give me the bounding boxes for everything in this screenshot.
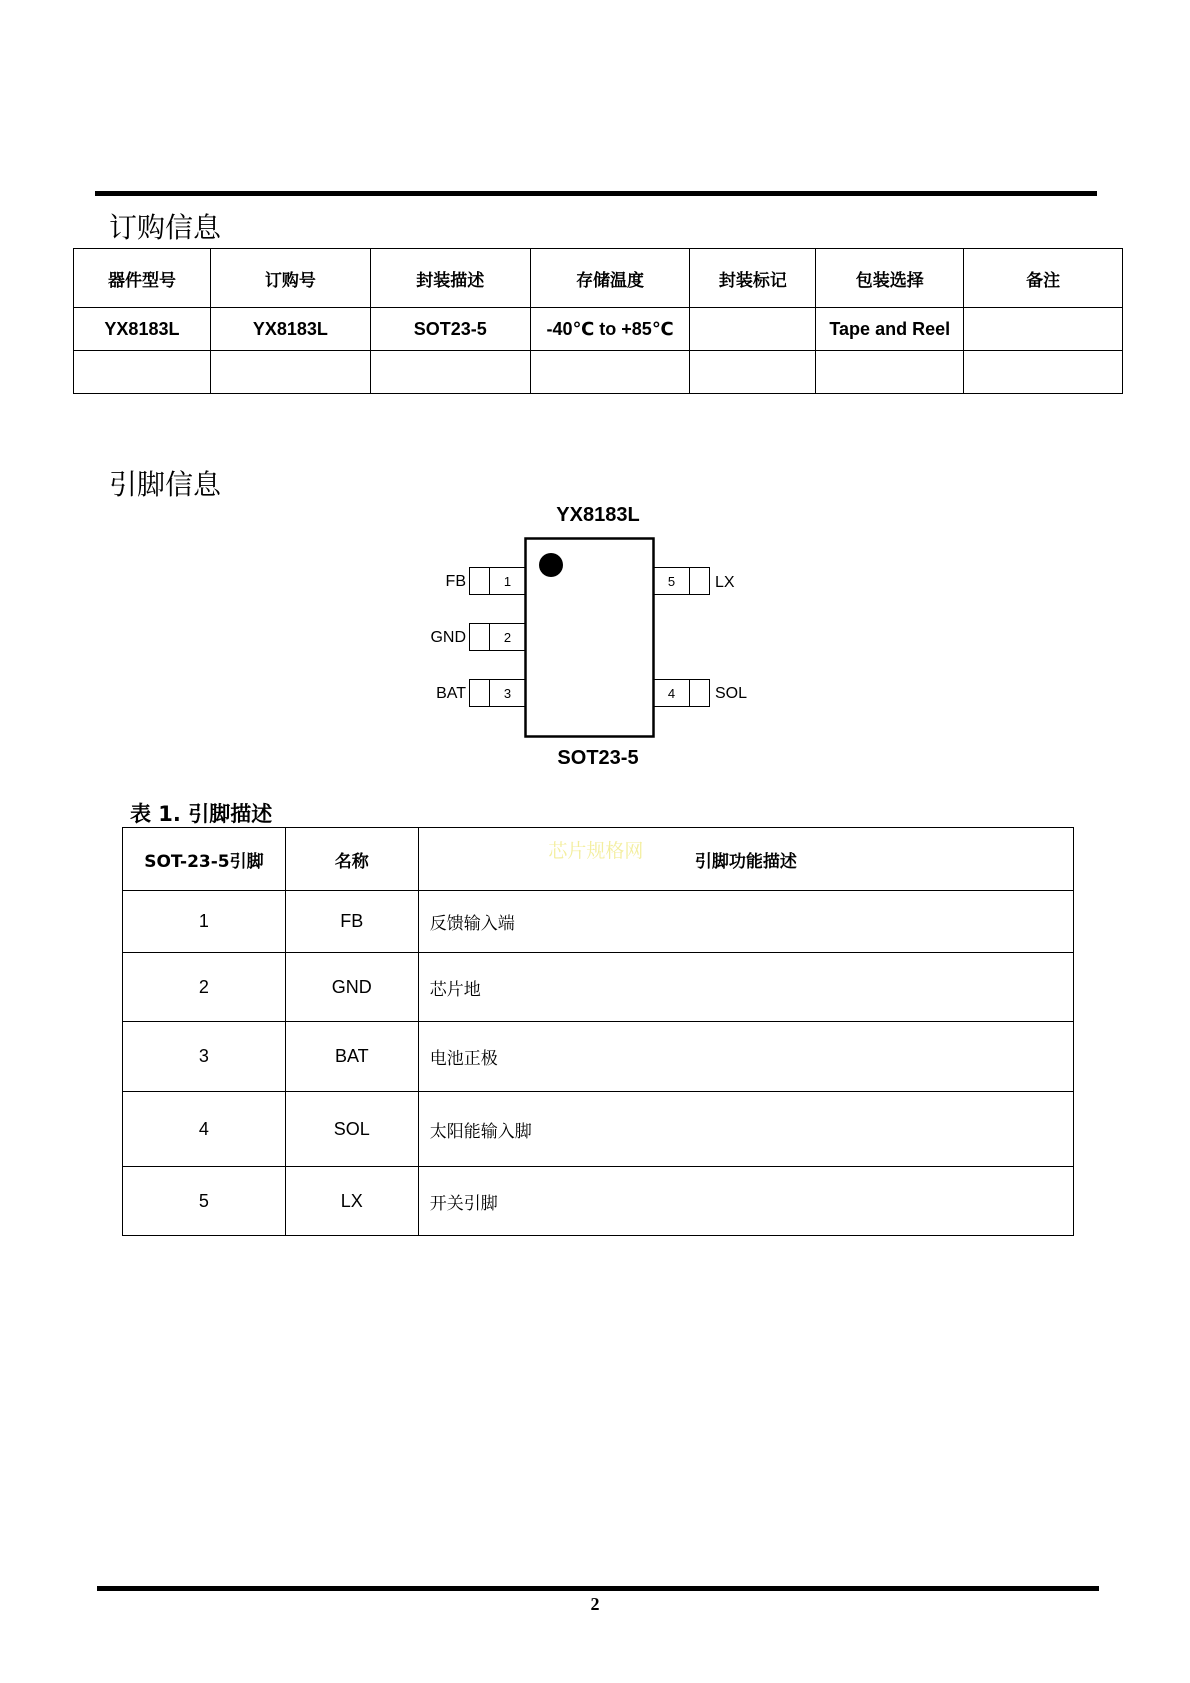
pin-1-number: 1 — [503, 574, 512, 589]
table-row — [123, 1092, 1074, 1167]
chip-package-label: SOT23-5 — [557, 747, 639, 769]
cell-pin-number: 2 — [123, 953, 286, 1022]
pin-3-label: BAT — [436, 685, 466, 702]
col-pin-name: 名称 — [285, 828, 418, 891]
cell-empty — [210, 351, 370, 394]
cell-pin-name: GND — [285, 953, 418, 1022]
ordering-heading: 订购信息 — [109, 211, 222, 244]
pin-2-number: 2 — [503, 630, 512, 645]
cell-pin-number: 3 — [123, 1022, 286, 1092]
pin-5-number: 5 — [667, 574, 676, 589]
cell-device-model: YX8183L — [74, 308, 211, 351]
cell-pin-name: FB — [285, 891, 418, 953]
cell-package-mark — [690, 308, 816, 351]
table-row — [74, 351, 1123, 394]
col-storage-temp: 存储温度 — [530, 249, 690, 308]
pin1-indicator-dot — [539, 553, 563, 577]
col-package-mark: 封装标记 — [690, 249, 816, 308]
pin-1 — [446, 568, 526, 595]
col-package-desc: 封装描述 — [370, 249, 530, 308]
col-device-model: 器件型号 — [74, 249, 211, 308]
ordering-header-row — [74, 249, 1123, 308]
cell-pin-function: 反馈输入端 — [418, 891, 1073, 953]
pins-heading: 引脚信息 — [109, 468, 222, 501]
cell-pin-name: BAT — [285, 1022, 418, 1092]
cell-empty — [964, 351, 1123, 394]
footer-rule — [97, 1586, 1099, 1591]
table-row — [74, 308, 1123, 351]
cell-empty — [530, 351, 690, 394]
pin-3 — [436, 680, 525, 707]
pin-2 — [430, 624, 525, 651]
ordering-table — [73, 248, 1123, 394]
cell-pin-number: 5 — [123, 1167, 286, 1236]
cell-empty — [74, 351, 211, 394]
cell-remarks — [964, 308, 1123, 351]
page-number: 2 — [590, 1594, 600, 1614]
pin-2-label: GND — [430, 629, 466, 646]
header-rule — [95, 191, 1097, 196]
pin-4-label: SOL — [715, 685, 748, 702]
cell-pin-function: 开关引脚 — [418, 1167, 1073, 1236]
pin-3-number: 3 — [503, 686, 512, 701]
cell-pin-function: 电池正极 — [418, 1022, 1073, 1092]
pin-1-label: FB — [445, 573, 466, 590]
cell-empty — [816, 351, 964, 394]
cell-empty — [370, 351, 530, 394]
cell-pin-name: LX — [285, 1167, 418, 1236]
pin-table-header-row — [123, 828, 1074, 891]
cell-pin-number: 1 — [123, 891, 286, 953]
table-row — [123, 1167, 1074, 1236]
pin-5-label: LX — [715, 574, 735, 591]
pin-4-number: 4 — [667, 686, 676, 701]
pin-4 — [654, 680, 748, 707]
col-order-number: 订购号 — [210, 249, 370, 308]
table-row — [123, 953, 1074, 1022]
col-pin-function-label: 引脚功能描述 — [694, 851, 797, 872]
pin-table-caption: 表 1. 引脚描述 — [130, 802, 273, 826]
cell-packing-option: Tape and Reel — [816, 308, 964, 351]
col-pin-function — [418, 828, 1073, 891]
cell-pin-name: SOL — [285, 1092, 418, 1167]
cell-pin-number: 4 — [123, 1092, 286, 1167]
pin-description-table — [122, 827, 1074, 1236]
pinout-diagram — [420, 530, 770, 742]
cell-pin-function: 太阳能输入脚 — [418, 1092, 1073, 1167]
col-remarks: 备注 — [964, 249, 1123, 308]
watermark-text: 芯片规格网 — [548, 840, 644, 862]
cell-pin-function: 芯片地 — [418, 953, 1073, 1022]
table-row — [123, 1022, 1074, 1092]
cell-storage-temp: -40℃ to +85℃ — [530, 308, 690, 351]
col-pin-number: SOT-23-5引脚 — [123, 828, 286, 891]
pin-5 — [654, 568, 735, 595]
table-row — [123, 891, 1074, 953]
cell-empty — [690, 351, 816, 394]
chip-part-label: YX8183L — [556, 504, 640, 526]
col-packing-option: 包装选择 — [816, 249, 964, 308]
cell-order-number: YX8183L — [210, 308, 370, 351]
cell-package-desc: SOT23-5 — [370, 308, 530, 351]
